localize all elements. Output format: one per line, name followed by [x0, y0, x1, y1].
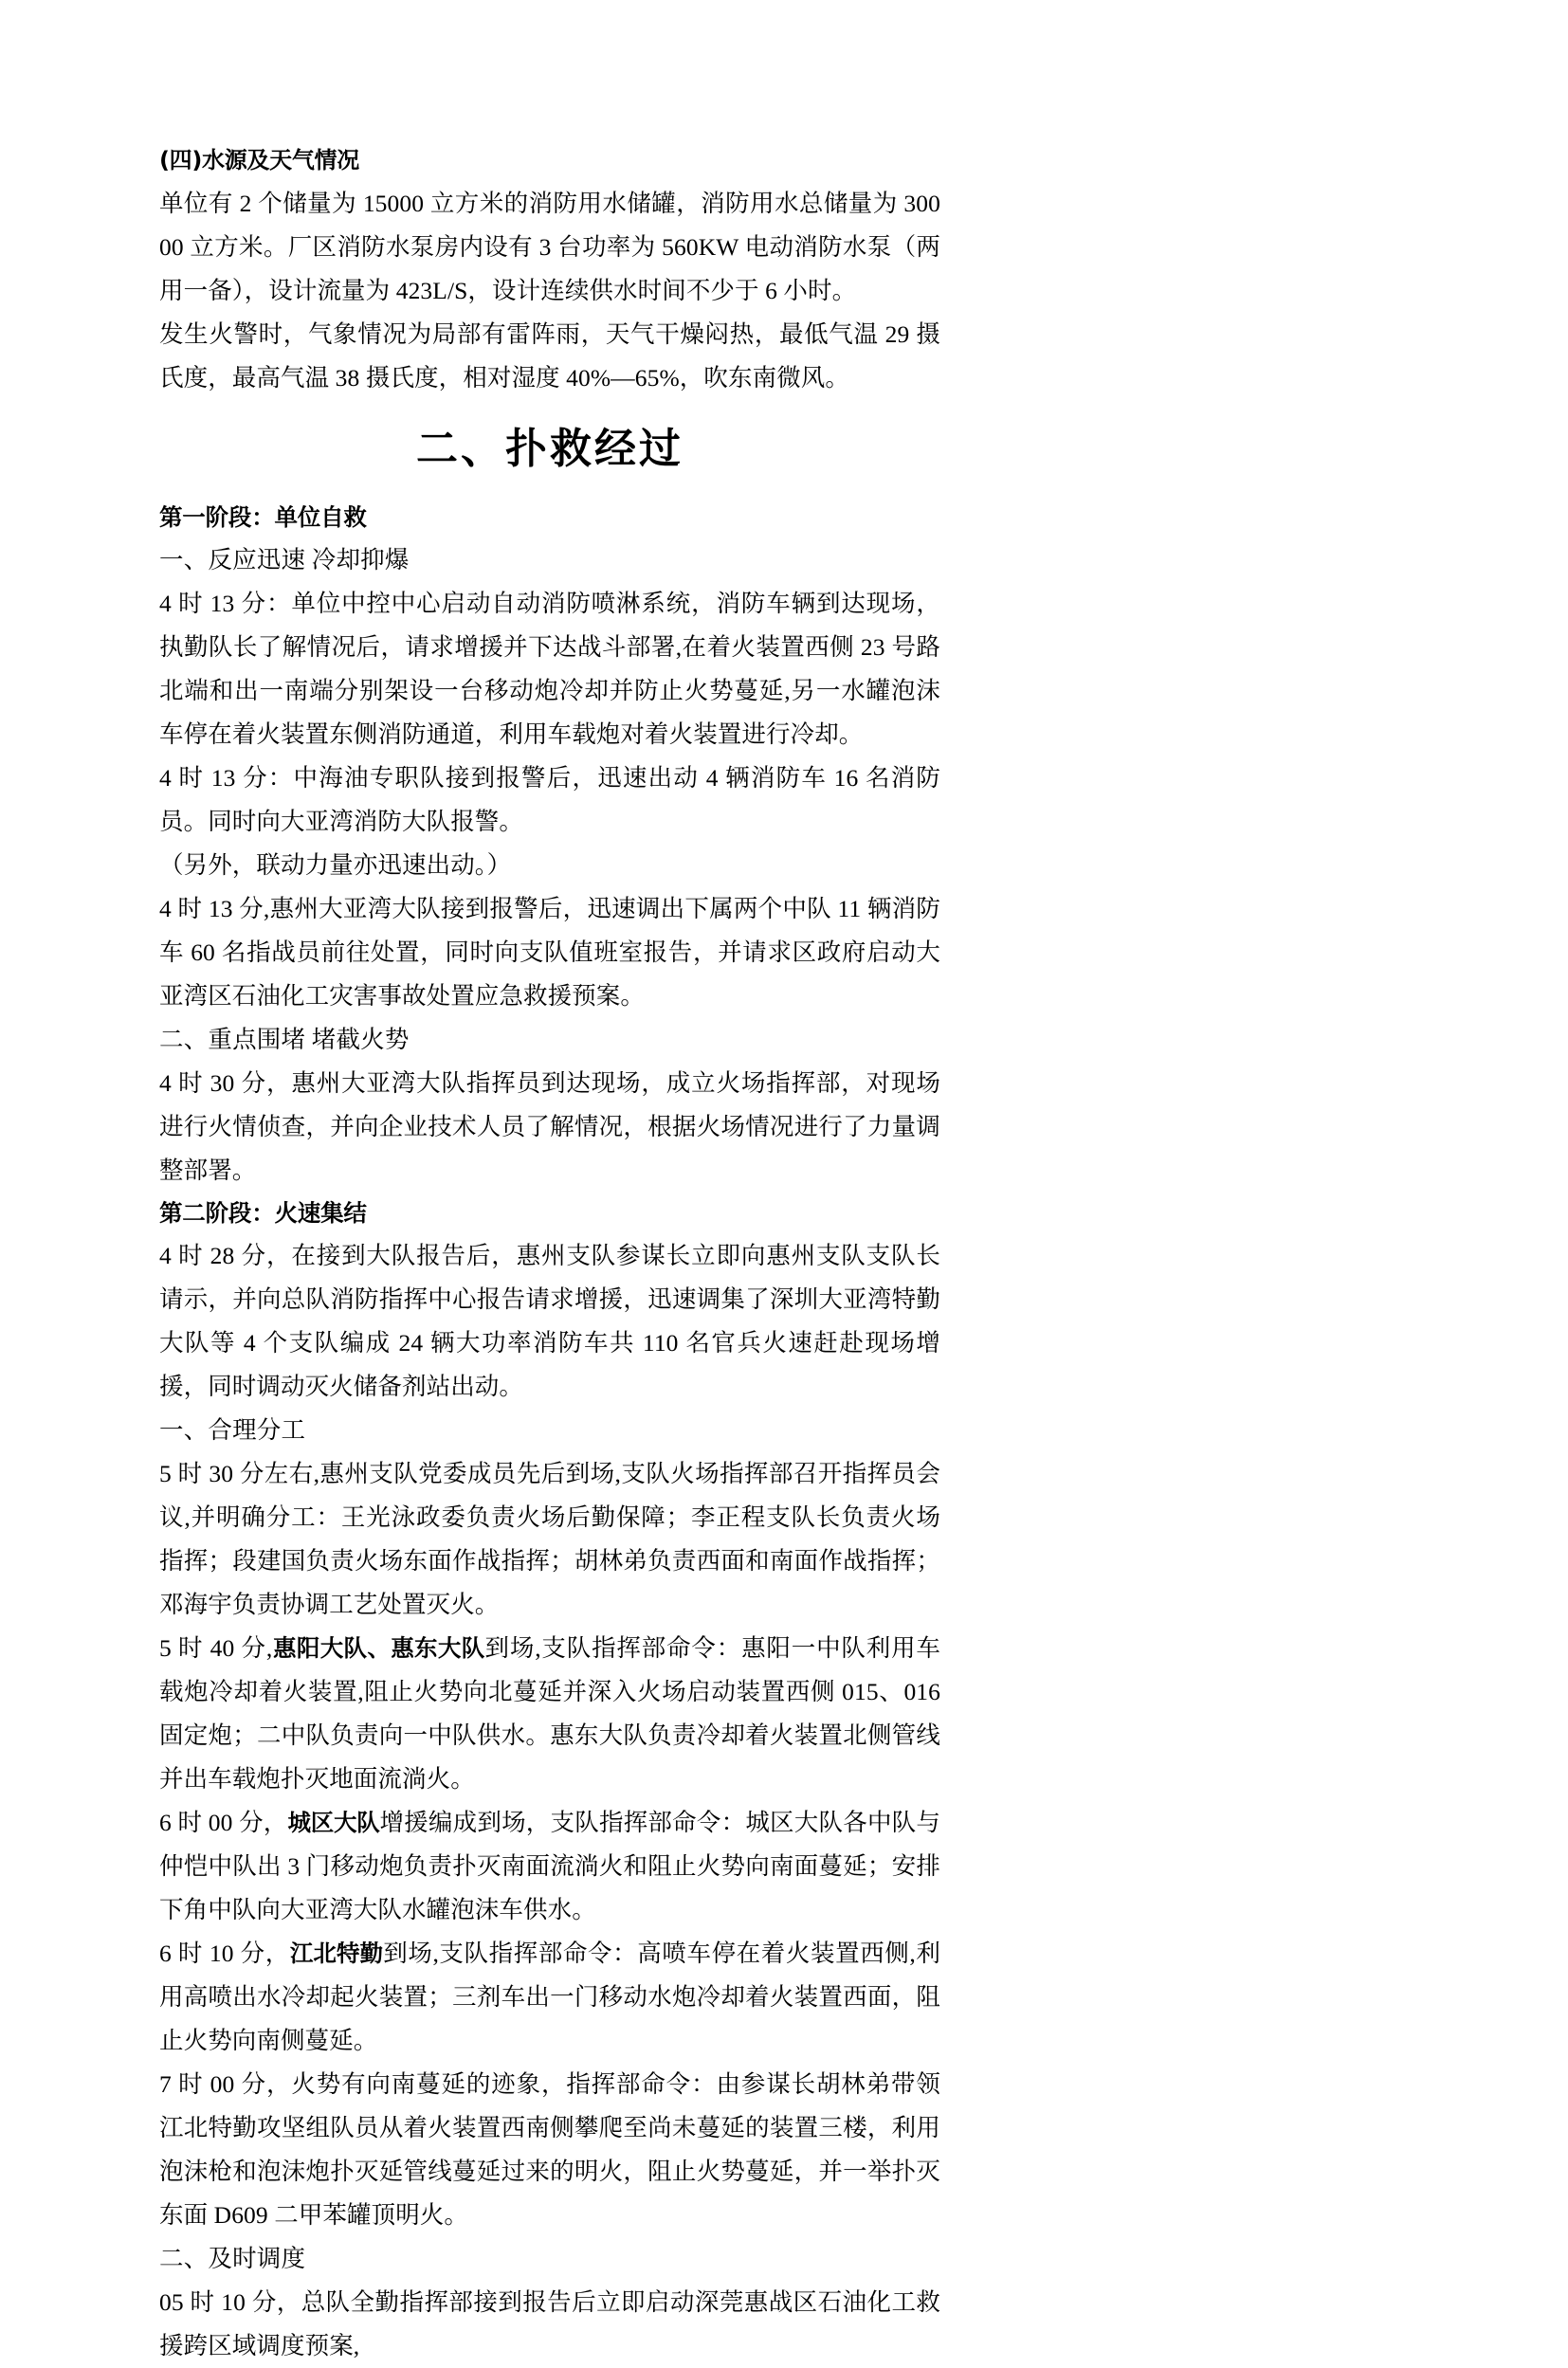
paragraph-3-suffix: 到场,支队指挥部命令：惠阳一中队利用车载炮冷却着火装置,阻止火势向北蔓延并深入火场启动装置西侧 015、016 固定炮；二中队负责向一中队供水。惠东大队负责冷却着火装置北侧管线并出车载炮扑灭地面流淌火。	[159, 1634, 940, 1793]
unit-name-chengqu: 城区大队	[287, 1809, 380, 1836]
phase-one-heading: 第一阶段：单位自救	[159, 503, 367, 531]
phase-one-paragraph-3: （另外，联动力量亦迅速出动。）	[159, 851, 512, 879]
paragraph-5-suffix: 到场,支队指挥部命令：高喷车停在着火装置西侧,利用高喷出水冷却起火装置；三剂车出一门移动水炮冷却着火装置西面，阻止火势向南侧蔓延。	[159, 1940, 940, 2054]
paragraph-3-prefix: 5 时 40 分,	[159, 1634, 273, 1662]
page-title: 二、扑救经过	[416, 426, 684, 472]
paragraph-4-prefix: 6 时 00 分，	[159, 1809, 288, 1836]
phase-two-paragraph-7: 05 时 10 分，总队全勤指挥部接到报告后立即启动深莞惠战区石油化工救援跨区域调度预案,	[159, 2288, 940, 2359]
phase-one-subheading-two: 二、重点围堵 堵截火势	[159, 1026, 410, 1053]
unit-name-huiyang-huidong: 惠阳大队、惠东大队	[272, 1634, 485, 1662]
phase-one-subheading-one: 一、反应迅速 冷却抑爆	[159, 546, 410, 574]
phase-two-heading: 第二阶段：火速集结	[159, 1199, 367, 1227]
unit-name-jiangbei-teqin: 江北特勤	[289, 1940, 384, 1967]
phase-two-paragraph-1: 4 时 28 分，在接到大队报告后，惠州支队参谋长立即向惠州支队支队长请示，并向总队消防指挥中心报告请求增援，迅速调集了深圳大亚湾特勤大队等 4 个支队编成 24 辆大功率消防车共 110 名官兵火速赶赴现场增援，同时调动灭火储备剂站出动。	[159, 1242, 940, 1400]
phase-two-paragraph-2: 5 时 30 分左右,惠州支队党委成员先后到场,支队火场指挥部召开指挥员会议,并明确分工：王光泳政委负责火场后勤保障；李正程支队长负责火场指挥；段建国负责火场东面作战指挥；胡林弟负责西面和南面作战指挥； 邓海宇负责协调工艺处置灭火。	[159, 1460, 940, 1618]
phase-two-subheading-one: 一、合理分工	[159, 1416, 306, 1444]
paragraph-water-supply: 单位有 2 个储量为 15000 立方米的消防用水储罐，消防用水总储量为 30000 立方米。厂区消防水泵房内设有 3 台功率为 560KW 电动消防水泵（两用一备），设计流量为 423L/S，设计连续供水时间不少于 6 小时。	[159, 190, 940, 304]
section-heading-water-weather: (四)水源及天气情况	[159, 147, 359, 173]
paragraph-weather: 发生火警时，气象情况为局部有雷阵雨，天气干燥闷热，最低气温 29 摄氏度，最高气温 38 摄氏度，相对湿度 40%—65%，吹东南微风。	[159, 320, 940, 392]
paragraph-5-prefix: 6 时 10 分，	[159, 1940, 290, 1967]
phase-one-paragraph-1: 4 时 13 分：单位中控中心启动自动消防喷淋系统，消防车辆到达现场，执勤队长了解情况后，请求增援并下达战斗部署,在着火装置西侧 23 号路北端和出一南端分别架设一台移动炮冷却并防止火势蔓延,另一水罐泡沫车停在着火装置东侧消防通道，利用车载炮对着火装置进行冷却。	[159, 590, 940, 748]
phase-one-paragraph-5: 4 时 30 分，惠州大亚湾大队指挥员到达现场，成立火场指挥部，对现场进行火情侦查，并向企业技术人员了解情况，根据火场情况进行了力量调整部署。	[159, 1069, 940, 1184]
phase-two-paragraph-6: 7 时 00 分，火势有向南蔓延的迹象，指挥部命令：由参谋长胡林弟带领江北特勤攻坚组队员从着火装置西南侧攀爬至尚未蔓延的装置三楼，利用泡沫枪和泡沫炮扑灭延管线蔓延过来的明火，阻止火势蔓延，并一举扑灭东面 D609 二甲苯罐顶明火。	[159, 2070, 940, 2229]
phase-one-paragraph-2: 4 时 13 分：中海油专职队接到报警后，迅速出动 4 辆消防车 16 名消防员。同时向大亚湾消防大队报警。	[159, 764, 940, 835]
phase-one-paragraph-4: 4 时 13 分,惠州大亚湾大队接到报警后，迅速调出下属两个中队 11 辆消防车 60 名指战员前往处置，同时向支队值班室报告，并请求区政府启动大亚湾区石油化工灾害事故处置应急救援预案。	[159, 895, 940, 1010]
phase-two-paragraph-3	[159, 1627, 940, 1801]
phase-two-paragraph-5	[159, 1932, 940, 2063]
document-body	[159, 140, 940, 2368]
phase-two-paragraph-4	[159, 1801, 940, 1932]
phase-two-subheading-two: 二、及时调度	[159, 2245, 306, 2272]
paragraph-4-suffix: 增援编成到场，支队指挥部命令：城区大队各中队与仲恺中队出 3 门移动炮负责扑灭南面流淌火和阻止火势向南面蔓延；安排下角中队向大亚湾大队水罐泡沫车供水。	[159, 1809, 940, 1923]
